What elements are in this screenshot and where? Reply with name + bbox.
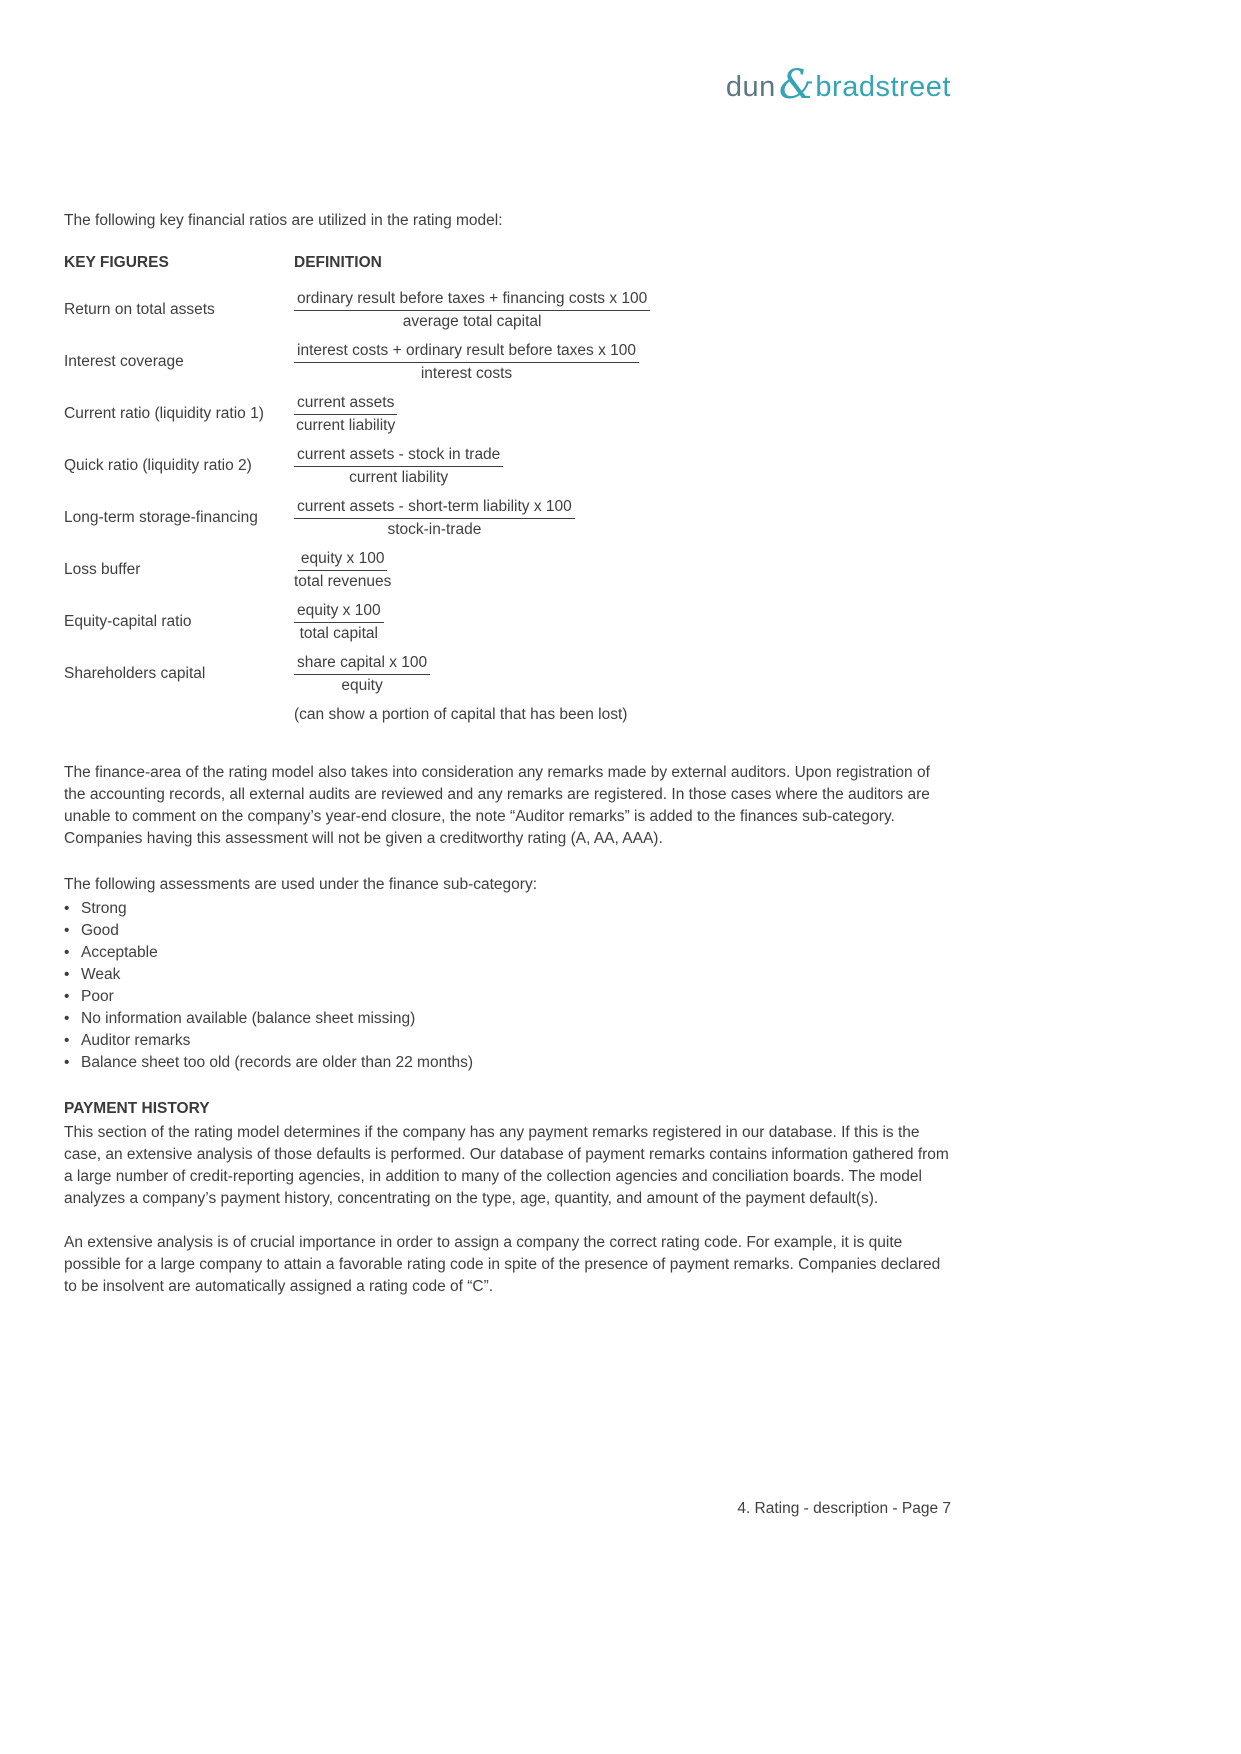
fraction: [294, 393, 397, 436]
fraction-numerator: current assets - short-term liability x 100: [294, 497, 575, 519]
assessments-intro: The following assessments are used under the finance sub-category:: [64, 876, 538, 893]
logo-bradstreet-text: bradstreet: [815, 71, 951, 103]
assessment-item-label: Weak: [81, 966, 121, 983]
ratio-row: [64, 652, 951, 696]
fraction-denominator: total capital: [299, 625, 378, 642]
ratio-row: [64, 444, 951, 488]
assessment-item: [64, 1008, 951, 1030]
assessment-item-label: Strong: [81, 900, 127, 917]
ratio-definition: [294, 288, 951, 332]
bullet-icon: •: [64, 1054, 70, 1071]
ratio-definition: [294, 392, 951, 436]
fraction-numerator: ordinary result before taxes + financing costs x 100: [294, 289, 650, 311]
assessment-item: [64, 898, 951, 920]
assessment-item-label: Poor: [81, 988, 114, 1005]
ratio-row: [64, 496, 951, 540]
fraction-denominator: equity: [341, 677, 383, 694]
ratio-row: [64, 340, 951, 384]
ratios-table-header: [64, 252, 951, 274]
fraction-denominator: interest costs: [420, 365, 513, 382]
ratio-row: [64, 392, 951, 436]
assessment-item-label: Auditor remarks: [81, 1032, 191, 1049]
fraction: [294, 497, 575, 540]
fraction-denominator: stock-in-trade: [387, 521, 482, 538]
fraction-numerator: equity x 100: [294, 601, 384, 623]
assessment-item-label: Balance sheet too old (records are older than 22 months): [81, 1054, 474, 1071]
logo-ampersand-icon: &: [778, 62, 815, 108]
ratio-row: [64, 288, 951, 332]
ratio-definition: [294, 652, 951, 696]
fraction-numerator: current assets - stock in trade: [294, 445, 503, 467]
key-figures-header: KEY FIGURES: [64, 254, 169, 271]
fraction-denominator: total revenues: [294, 573, 392, 590]
assessment-item: [64, 942, 951, 964]
assessment-item: [64, 964, 951, 986]
ratio-row: [64, 600, 951, 644]
ratio-definition: [294, 496, 951, 540]
fraction-denominator: current liability: [349, 469, 449, 486]
assessments-list: [64, 898, 951, 1074]
assessment-item-label: Acceptable: [81, 944, 158, 961]
fraction: [294, 289, 650, 332]
key-figure-label: Equity-capital ratio: [64, 613, 192, 630]
assessment-item-label: Good: [81, 922, 119, 939]
key-figure-label: Long-term storage-financing: [64, 509, 258, 526]
key-figure-label: Quick ratio (liquidity ratio 2): [64, 457, 252, 474]
payment-history-paragraph-2: An extensive analysis is of crucial importance in order to assign a company the correct rating code. For example, it is quite possible for a large company to attain a favorable rating code in spite of the presence of payment remarks. Companies declared to be insolvent are automatically assigned a rating code of “C”.: [64, 1234, 941, 1295]
intro-paragraph: The following key financial ratios are utilized in the rating model:: [64, 212, 503, 229]
page-content: [64, 0, 951, 1298]
assessment-item-label: No information available (balance sheet missing): [81, 1010, 416, 1027]
fraction-numerator: current assets: [294, 393, 397, 415]
bullet-icon: •: [64, 988, 70, 1005]
assessment-item: [64, 1052, 951, 1074]
ratios-table-body: [64, 288, 951, 696]
dnb-logo: [64, 62, 951, 108]
fraction-denominator: current liability: [296, 417, 396, 434]
bullet-icon: •: [64, 966, 70, 983]
bullet-icon: •: [64, 922, 70, 939]
ratio-row: [64, 548, 951, 592]
assessment-item: [64, 1030, 951, 1052]
fraction-numerator: interest costs + ordinary result before taxes x 100: [294, 341, 639, 363]
key-figure-label: Shareholders capital: [64, 665, 206, 682]
definition-header: DEFINITION: [294, 254, 382, 271]
fraction: [294, 341, 639, 384]
fraction: [294, 601, 384, 644]
finance-area-paragraph: The finance-area of the rating model also takes into consideration any remarks made by external auditors. Upon registration of the accounting records, all external audits are reviewed and any remarks are registered. In those cases where the auditors are unable to comment on the company’s year-end closure, the note “Auditor remarks” is added to the finances sub-category. Companies having this assessment will not be given a creditworthy rating (A, AA, AAA).: [64, 764, 930, 847]
fraction-numerator: equity x 100: [298, 549, 388, 571]
page-footer: 4. Rating - description - Page 7: [737, 1500, 951, 1517]
logo-dun-text: dun: [725, 71, 776, 103]
shareholders-capital-note: (can show a portion of capital that has been lost): [294, 706, 628, 723]
ratio-definition: [294, 340, 951, 384]
assessment-item: [64, 920, 951, 942]
payment-history-paragraph-1: This section of the rating model determines if the company has any payment remarks registered in our database. If this is the case, an extensive analysis of those defaults is performed. Our database of payment remarks contains information gathered from a large number of credit-reporting agencies, in addition to many of the collection agencies and conciliation boards. The model analyzes a company’s payment history, concentrating on the type, age, quantity, and amount of the payment default(s).: [64, 1124, 949, 1207]
key-figure-label: Loss buffer: [64, 561, 141, 578]
bullet-icon: •: [64, 1010, 70, 1027]
fraction: [294, 549, 391, 592]
bullet-icon: •: [64, 944, 70, 961]
key-figure-label: Interest coverage: [64, 353, 184, 370]
ratio-definition: [294, 600, 951, 644]
bullet-icon: •: [64, 1032, 70, 1049]
key-figure-label: Return on total assets: [64, 301, 215, 318]
ratio-definition: [294, 548, 951, 592]
fraction: [294, 445, 503, 488]
fraction-numerator: share capital x 100: [294, 653, 430, 675]
bullet-icon: •: [64, 900, 70, 917]
ratio-definition: [294, 444, 951, 488]
fraction: [294, 653, 430, 696]
key-figure-label: Current ratio (liquidity ratio 1): [64, 405, 264, 422]
fraction-denominator: average total capital: [402, 313, 542, 330]
assessment-item: [64, 986, 951, 1008]
payment-history-heading: PAYMENT HISTORY: [64, 1100, 210, 1117]
